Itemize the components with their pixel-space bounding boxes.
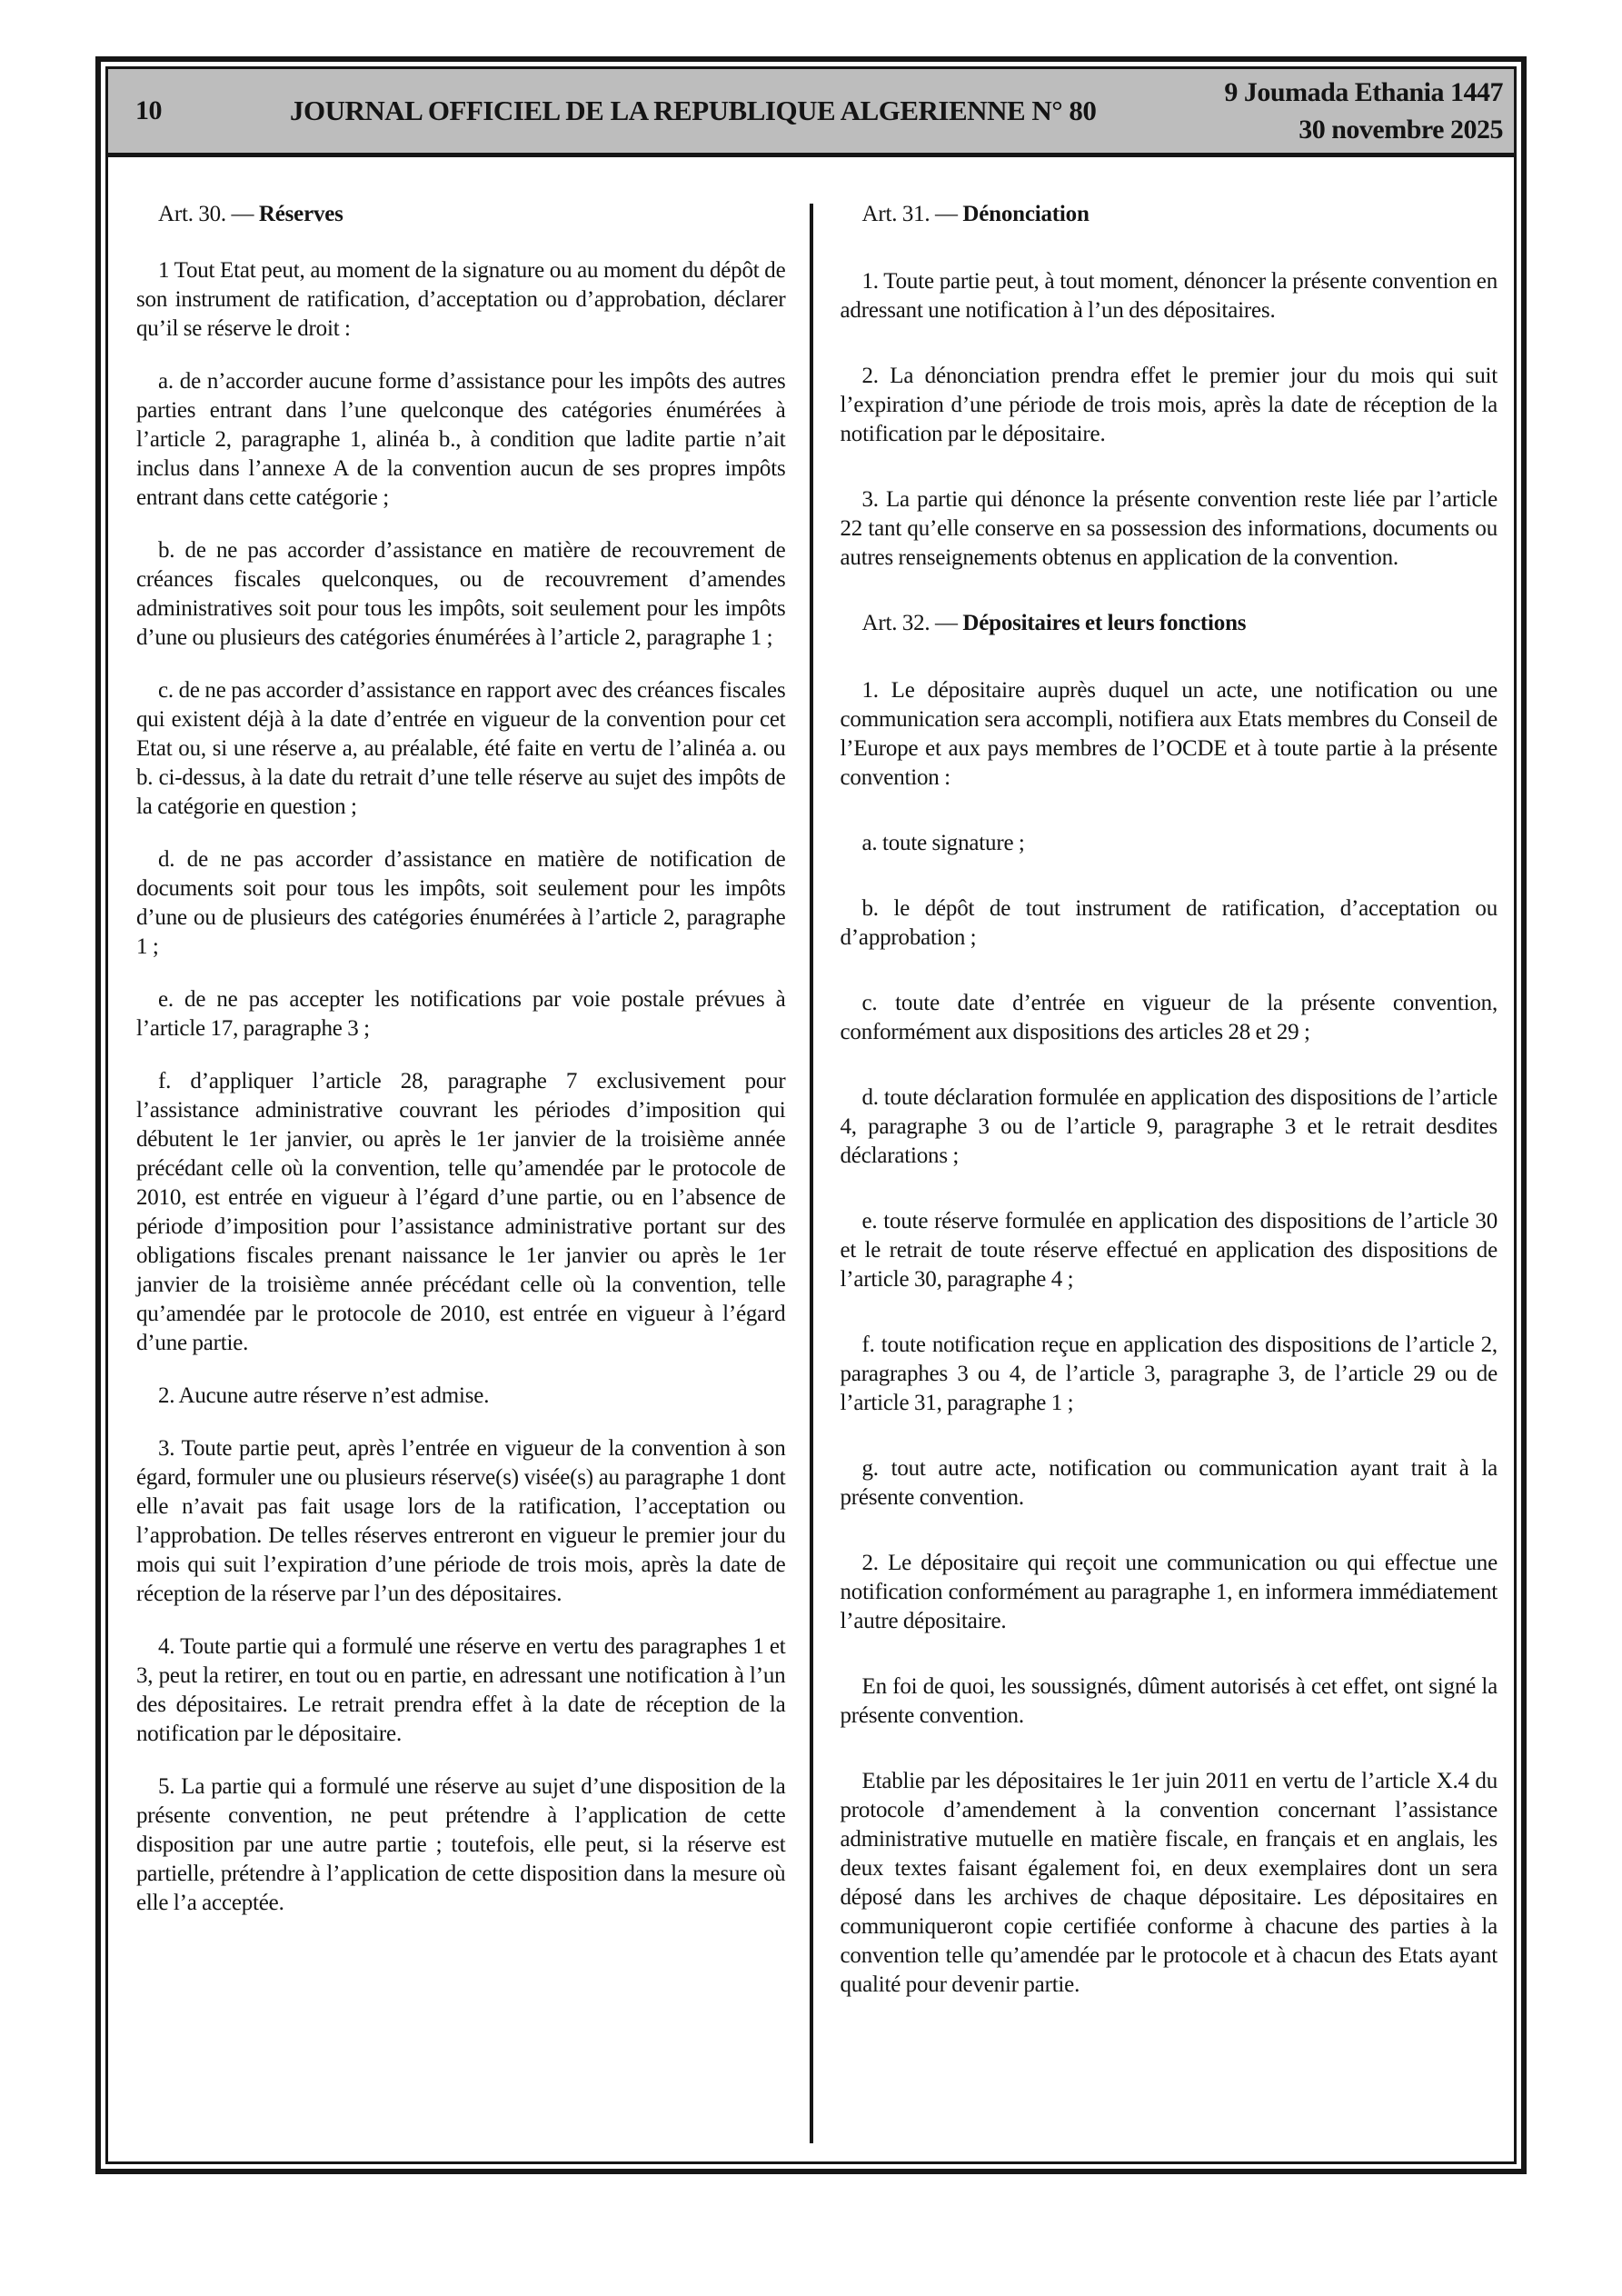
article-title: Dépositaires et leurs fonctions xyxy=(962,611,1247,635)
article-number: Art. 31. — xyxy=(861,202,958,226)
paragraph: f. d’appliquer l’article 28, paragraphe 7 exclusivement pour l’assistance administrative couvrant les périodes d’imposition qui débutent le 1er janvier, ou après le 1er janvier de la troisième année précédant celle où la convention, telle qu’amendée par le protocole de 2010, est entrée en vigueur à l’égard d’une partie, ou en l’absence de période d’imposition pour l’assistance administrative portant sur des obligations fiscales prenant naissance le 1er janvier ou après le 1er janvier de la troisième année précédant celle où la convention, telle qu’amendée par le protocole de 2010, est entrée en vigueur à l’égard d’une partie. xyxy=(136,1069,786,1355)
paragraph: c. toute date d’entrée en vigueur de la présente convention, conformément aux dispositions des articles 28 et 29 ; xyxy=(840,991,1498,1044)
date-hijri: 9 Joumada Ethania 1447 xyxy=(1224,77,1503,107)
journal-header xyxy=(108,69,1514,157)
journal-title: JOURNAL OFFICIEL DE LA REPUBLIQUE ALGERIENNE N° 80 xyxy=(289,95,1097,126)
paragraph: 1 Tout Etat peut, au moment de la signature ou au moment du dépôt de son instrument de ratification, d’acceptation ou d’approbation, déclarer qu’il se réserve le droit : xyxy=(136,258,786,341)
paragraph: 1. Toute partie peut, à tout moment, dénoncer la présente convention en adressant une notification à l’un des dépositaires. xyxy=(840,269,1498,323)
paragraph: 3. Toute partie peut, après l’entrée en vigueur de la convention à son égard, formuler une ou plusieurs réserve(s) visée(s) au paragraphe 1 dont elle n’avait pas fait usage lors de la ratification, l’acceptation ou l’approbation. De telles réserves entreront en vigueur le premier jour du mois qui suit l’expiration d’une période de trois mois, après la date de réception de la réserve par l’un des dépositaires. xyxy=(136,1436,786,1606)
article-number: Art. 30. — xyxy=(158,202,254,226)
paragraph: 5. La partie qui a formulé une réserve au sujet d’une disposition de la présente convention, ne peut prétendre à l’application de cette disposition par une autre partie ; toutefois, elle peut, si la réserve est partielle, prétendre à l’application de cette disposition dans la mesure où elle l’a acceptée. xyxy=(136,1774,786,1915)
right-column xyxy=(811,157,1515,2161)
article-heading xyxy=(841,609,1498,638)
paragraph: a. toute signature ; xyxy=(861,831,1025,855)
paragraph: d. de ne pas accorder d’assistance en matière de notification de documents soit pour tous les impôts, soit seulement pour les impôts d’une ou de plusieurs des catégories énumérées à l’article 2, paragraphe 1 ; xyxy=(136,847,786,959)
paragraph: 3. La partie qui dénonce la présente convention reste liée par l’article 22 tant qu’elle conserve en sa possession des informations, documents ou autres renseignements obtenus en application de la convention. xyxy=(840,487,1498,570)
paragraph: e. de ne pas accepter les notifications par voie postale prévues à l’article 17, paragraphe 3 ; xyxy=(136,987,786,1041)
paragraph: 4. Toute partie qui a formulé une réserve en vertu des paragraphes 1 et 3, peut la retirer, en tout ou en partie, en adressant une notification à l’un des dépositaires. Le retrait prendra effet à la date de réception de la notification par le dépositaire. xyxy=(136,1634,786,1746)
paragraph: b. le dépôt de tout instrument de ratification, d’acceptation ou d’approbation ; xyxy=(840,896,1498,950)
paragraph: d. toute déclaration formulée en application des dispositions de l’article 4, paragraphe 3 ou de l’article 9, paragraphe 3 et le retrait desdites déclarations ; xyxy=(840,1085,1498,1168)
paragraph: c. de ne pas accorder d’assistance en rapport avec des créances fiscales qui existent déjà à la date d’entrée en vigueur de la convention pour cet Etat ou, si une réserve a, au préalable, été faite en vertu de l’alinéa a. ou b. ci-dessus, à la date du retrait d’une telle réserve au sujet des impôts de la catégorie en question ; xyxy=(136,678,786,819)
paragraph: 2. La dénonciation prendra effet le premier jour du mois qui suit l’expiration d’une période de trois mois, après la date de réception de la notification par le dépositaire. xyxy=(840,364,1498,446)
page-frame xyxy=(95,56,1527,2174)
paragraph: En foi de quoi, les soussignés, dûment autorisés à cet effet, ont signé la présente convention. xyxy=(840,1674,1498,1728)
paragraph: a. de n’accorder aucune forme d’assistance pour les impôts des autres parties entrant dans l’une quelconque des catégories énumérées à l’article 2, paragraphe 1, alinéa b., à condition que ladite partie n’ait inclus dans l’annexe A de la convention aucun de ses propres impôts entrant dans cette catégorie ; xyxy=(136,369,786,510)
paragraph: f. toute notification reçue en application des dispositions de l’article 2, paragraphes 3 ou 4, de l’article 3, paragraphe 3, de l’article 29 ou de l’article 31, paragraphe 1 ; xyxy=(840,1333,1498,1415)
column-divider xyxy=(810,204,813,2143)
paragraph: Etablie par les dépositaires le 1er juin 2011 en vertu de l’article X.4 du protocole d’amendement à la convention concernant l’assistance administrative mutuelle en matière fiscale, en français et en anglais, les deux textes faisant également foi, en deux exemplaires dont un sera déposé dans les archives de chaque dépositaire. Les dépositaires en communiqueront copie certifiée conforme à chacune des parties à la convention telle qu’amendée par le protocole et à chacun des Etats ayant qualité pour devenir partie. xyxy=(840,1769,1498,1997)
page-number: 10 xyxy=(135,95,162,125)
article-title: Réserves xyxy=(258,202,343,226)
article-title: Dénonciation xyxy=(962,202,1090,226)
paragraph: 2. Aucune autre réserve n’est admise. xyxy=(158,1383,490,1408)
page-body xyxy=(108,157,1514,2161)
paragraph: 2. Le dépositaire qui reçoit une communication ou qui effectue une notification conformément au paragraphe 1, en informera immédiatement l’autre dépositaire. xyxy=(840,1551,1498,1633)
paragraph: e. toute réserve formulée en application des dispositions de l’article 30 et le retrait de toute réserve effectué en application des dispositions de l’article 30, paragraphe 4 ; xyxy=(840,1209,1498,1292)
page-inner xyxy=(105,66,1517,2164)
paragraph: b. de ne pas accorder d’assistance en matière de recouvrement de créances fiscales quelconques, ou de recouvrement d’amendes administratives soit pour tous les impôts, soit seulement pour les impôts d’une ou plusieurs des catégories énumérées à l’article 2, paragraphe 1 ; xyxy=(136,538,786,650)
paragraph: g. tout autre acte, notification ou communication ayant trait à la présente convention. xyxy=(840,1456,1498,1510)
article-heading xyxy=(841,200,1498,229)
article-number: Art. 32. — xyxy=(861,611,958,635)
article-heading xyxy=(136,200,786,229)
left-column xyxy=(108,157,811,2161)
paragraph: 1. Le dépositaire auprès duquel un acte, une notification ou une communication sera accompli, notifiera aux Etats membres du Conseil de l’Europe et aux pays membres de l’OCDE et à toute partie à la présente convention : xyxy=(840,678,1498,790)
date-gregorian: 30 novembre 2025 xyxy=(1299,115,1503,145)
header-dates xyxy=(1224,74,1503,148)
